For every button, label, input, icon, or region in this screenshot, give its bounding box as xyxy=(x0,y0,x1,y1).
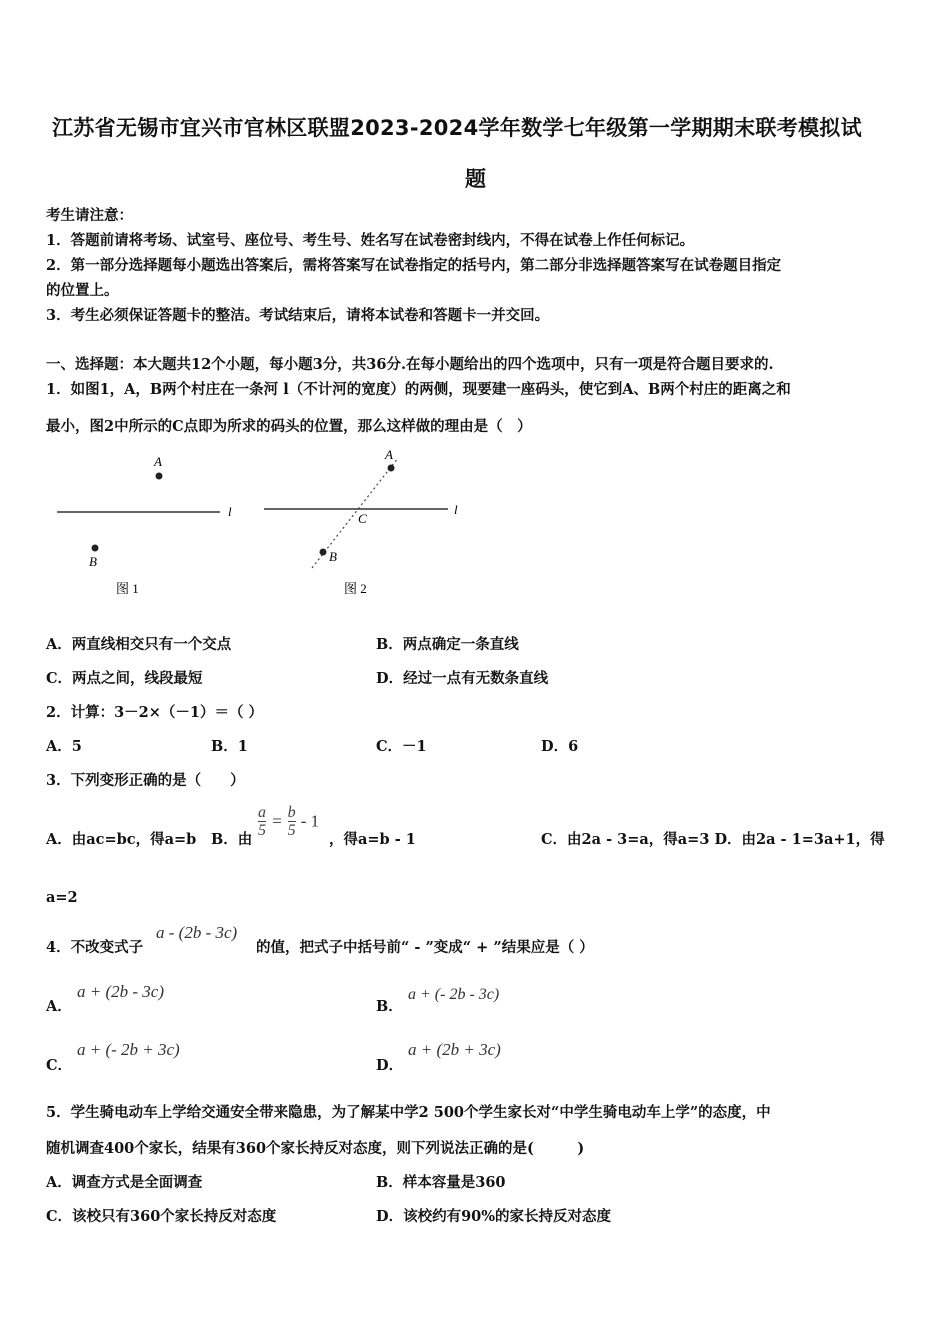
q4-option-b-label: B． xyxy=(376,998,403,1015)
label-c: C xyxy=(358,511,367,526)
question-4-expression: a - (2b - 3c) xyxy=(156,923,238,942)
q4-option-b-expression: a + (- 2b - 3c) xyxy=(408,986,500,1003)
q2-option-a: A．5 xyxy=(46,738,82,755)
q3-option-b-prefix: B．由 xyxy=(211,831,253,848)
page-title: 江苏省无锡市宜兴市官林区联盟2023-2024学年数学七年级第一学期期末联考模拟试 xyxy=(52,116,862,140)
q1-option-d: D．经过一点有无数条直线 xyxy=(376,670,549,687)
q4-option-d-label: D． xyxy=(376,1057,404,1074)
question-4-stem-suffix: 的值，把式子中括号前“ - ”变成“ + ”结果应是（ ） xyxy=(256,939,594,956)
notice-heading: 考生请注意： xyxy=(46,207,133,224)
numerator: a xyxy=(258,804,266,821)
q1-option-c: C．两点之间，线段最短 xyxy=(46,670,203,687)
label-l: l xyxy=(454,502,458,517)
denominator: 5 xyxy=(258,822,266,839)
equals-sign: = xyxy=(271,811,283,831)
q3-option-c-d: C．由2a - 3=a，得a=3 D．由2a - 1=3a+1，得 xyxy=(541,831,885,848)
notice-item: 的位置上。 xyxy=(46,282,119,299)
notice-item: 2．第一部分选择题每小题选出答案后，需将答案写在试卷指定的括号内，第二部分非选择题答案写在试卷题目指定 xyxy=(46,257,782,274)
notice-item: 1．答题前请将考场、试室号、座位号、考生号、姓名写在试卷密封线内，不得在试卷上作任何标记。 xyxy=(46,232,695,249)
q3-option-b-suffix: ，得a=b - 1 xyxy=(329,831,416,848)
q4-option-c-expression: a + (- 2b + 3c) xyxy=(77,1040,180,1059)
minus-one: - 1 xyxy=(300,811,320,831)
q4-option-a-expression: a + (2b - 3c) xyxy=(77,982,165,1001)
q5-option-b: B．样本容量是360 xyxy=(376,1174,506,1191)
q1-option-b: B．两点确定一条直线 xyxy=(376,636,519,653)
q2-option-c: C．－1 xyxy=(376,738,427,755)
figure-caption: 图 1 xyxy=(116,581,139,596)
question-5-stem: 5．学生骑电动车上学给交通安全带来隐患，为了解某中学2 500个学生家长对“中学生骑电动车上学”的态度，中 xyxy=(46,1104,771,1121)
q3-option-a: A．由ac=bc，得a=b xyxy=(46,831,197,848)
question-1-stem: 1．如图1，A，B两个村庄在一条河 l（不计河的宽度）的两侧，现要建一座码头，使它到A、B两个村庄的距离之和 xyxy=(46,381,791,398)
q5-option-d: D．该校约有90%的家长持反对态度 xyxy=(376,1208,612,1225)
label-l: l xyxy=(228,504,232,519)
label-a: A xyxy=(385,447,393,462)
figure-caption: 图 2 xyxy=(344,581,367,596)
q4-option-a-label: A． xyxy=(46,998,72,1015)
q4-option-c-label: C． xyxy=(46,1057,73,1074)
label-b: B xyxy=(329,549,337,564)
notice-item: 3．考生必须保证答题卡的整洁。考试结束后，请将本试卷和答题卡一并交回。 xyxy=(46,307,550,324)
label-a: A xyxy=(154,454,162,469)
q4-option-d-expression: a + (2b + 3c) xyxy=(408,1040,501,1059)
q2-option-b: B．1 xyxy=(211,738,248,755)
page-title-continued: 题 xyxy=(465,167,487,191)
q2-option-d: D．6 xyxy=(541,738,579,755)
q5-option-a: A．调查方式是全面调查 xyxy=(46,1174,203,1191)
q3-option-d-tail: a=2 xyxy=(46,889,78,906)
question-3-stem: 3．下列变形正确的是（ ） xyxy=(46,772,245,789)
question-5-stem-continued: 随机调查400个家长，结果有360个家长持反对态度，则下列说法正确的是( ) xyxy=(46,1140,585,1157)
figure-2 xyxy=(264,447,458,596)
point-a xyxy=(156,473,163,480)
question-1-figures xyxy=(40,440,480,610)
q5-option-c: C．该校只有360个家长持反对态度 xyxy=(46,1208,277,1225)
fraction-b-over-5 xyxy=(288,804,296,839)
figure-1 xyxy=(57,454,232,596)
point-a xyxy=(388,465,395,472)
fraction-a-over-5 xyxy=(258,804,266,839)
point-b xyxy=(320,549,327,556)
question-4-stem-prefix: 4．不改变式子 xyxy=(46,939,144,956)
question-2-stem: 2．计算：3－2×（－1）＝（ ） xyxy=(46,704,264,721)
label-b: B xyxy=(89,554,97,569)
section-heading: 一、选择题：本大题共12个小题，每小题3分，共36分.在每小题给出的四个选项中，只有一项是符合题目要求的. xyxy=(46,356,774,373)
point-b xyxy=(92,545,99,552)
question-1-stem-continued: 最小，图2中所示的C点即为所求的码头的位置，那么这样做的理由是（ ） xyxy=(46,418,532,435)
numerator: b xyxy=(287,804,296,821)
q3-option-b-equation xyxy=(258,804,319,839)
q1-option-a: A．两直线相交只有一个交点 xyxy=(46,636,232,653)
denominator: 5 xyxy=(287,822,296,839)
